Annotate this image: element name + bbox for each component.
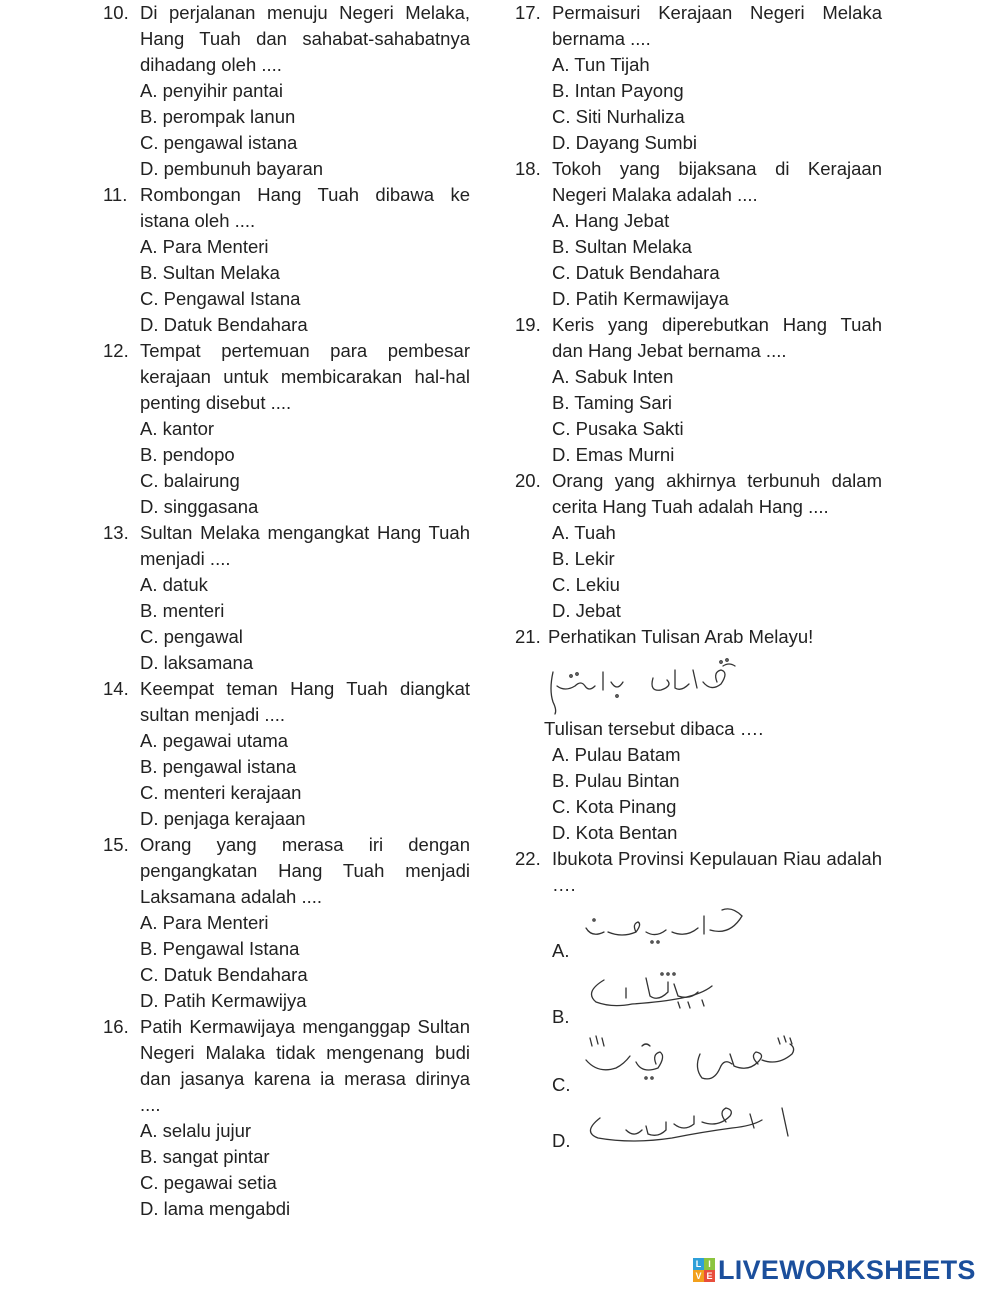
answer-option[interactable]: D. Patih Kermawijya — [140, 990, 307, 1011]
answer-option[interactable]: A. Hang Jebat — [552, 210, 670, 231]
handwritten-jawi-pulau-batam — [545, 652, 765, 718]
answer-option[interactable]: C. menteri kerajaan — [140, 782, 302, 803]
question-stem: Perhatikan Tulisan Arab Melayu! — [548, 626, 814, 647]
answer-option[interactable]: D. lama mengabdi — [140, 1198, 291, 1219]
answer-option[interactable]: A. Para Menteri — [140, 912, 269, 933]
question-number: 21. — [515, 626, 541, 647]
question-number: 10. — [103, 2, 129, 23]
question-stem: Sultan Melaka mengangkat Hang Tuah menjadi .... — [140, 522, 470, 569]
question-stem: Ibukota Provinsi Kepulauan Riau adalah …. — [552, 848, 882, 895]
answer-option[interactable]: B. sangat pintar — [140, 1146, 270, 1167]
question-number: 15. — [103, 834, 129, 855]
answer-option[interactable]: C. pegawai setia — [140, 1172, 277, 1193]
question-number: 13. — [103, 522, 129, 543]
answer-option[interactable]: C. pengawal istana — [140, 132, 298, 153]
answer-option[interactable]: B. Sultan Melaka — [140, 262, 280, 283]
question-21 — [515, 624, 882, 846]
question-19 — [515, 312, 882, 468]
option-label: C. — [552, 1074, 571, 1095]
answer-option[interactable]: A. penyihir pantai — [140, 80, 283, 101]
question-12 — [103, 338, 470, 520]
jawi-script-image — [515, 650, 882, 716]
answer-option[interactable]: C. Siti Nurhaliza — [552, 106, 685, 127]
answer-option[interactable]: B. pengawal istana — [140, 756, 297, 777]
answer-option[interactable]: D. Jebat — [552, 600, 621, 621]
answer-option[interactable]: D. laksamana — [140, 652, 254, 673]
answer-option[interactable]: B. Taming Sari — [552, 392, 672, 413]
answer-option[interactable]: A. pegawai utama — [140, 730, 289, 751]
handwritten-jawi-option-a — [582, 902, 752, 952]
question-number: 18. — [515, 158, 541, 179]
answer-option[interactable]: B. Intan Payong — [552, 80, 684, 101]
answer-option[interactable]: C. Kota Pinang — [552, 796, 677, 817]
question-14 — [103, 676, 470, 832]
question-15 — [103, 832, 470, 1014]
question-11 — [103, 182, 470, 338]
question-stem: Permaisuri Kerajaan Negeri Melaka bernama .... — [552, 2, 882, 49]
question-stem: Rombongan Hang Tuah dibawa ke istana oleh .... — [140, 184, 470, 231]
answer-option[interactable]: A. Tuah — [552, 522, 616, 543]
option-d[interactable] — [552, 1102, 882, 1158]
answer-option[interactable]: C. pengawal — [140, 626, 243, 647]
option-a[interactable] — [552, 902, 882, 968]
answer-option[interactable]: D. singgasana — [140, 496, 259, 517]
question-number: 19. — [515, 314, 541, 335]
handwritten-jawi-option-b — [582, 968, 752, 1018]
option-label: A. — [552, 940, 570, 961]
question-stem: Orang yang merasa iri dengan pengangkatan Hang Tuah menjadi Laksamana adalah .... — [140, 834, 470, 907]
answer-option[interactable]: D. Datuk Bendahara — [140, 314, 308, 335]
question-stem: Orang yang akhirnya terbunuh dalam cerita Hang Tuah adalah Hang .... — [552, 470, 882, 517]
answer-option[interactable]: B. Pengawal Istana — [140, 938, 300, 959]
answer-option[interactable]: C. Pusaka Sakti — [552, 418, 684, 439]
question-13 — [103, 520, 470, 676]
brand-name: LIVEWORKSHEETS — [718, 1254, 976, 1285]
answer-option[interactable]: D. Patih Kermawijaya — [552, 288, 729, 309]
question-stem: Keempat teman Hang Tuah diangkat sultan menjadi .... — [140, 678, 470, 725]
answer-option[interactable]: C. Lekiu — [552, 574, 620, 595]
question-18 — [515, 156, 882, 312]
answer-option[interactable]: B. Pulau Bintan — [552, 770, 680, 791]
answer-option[interactable]: B. menteri — [140, 600, 225, 621]
question-number: 16. — [103, 1016, 129, 1037]
handwritten-jawi-option-d — [582, 1102, 822, 1152]
answer-option[interactable]: A. Para Menteri — [140, 236, 269, 257]
question-stem: Patih Kermawijaya menganggap Sultan Negeri Malaka tidak mengenang budi dan jasanya karena ia merasa dirinya .... — [140, 1016, 470, 1115]
option-label: D. — [552, 1130, 571, 1151]
answer-option[interactable]: A. Pulau Batam — [552, 744, 681, 765]
answer-option[interactable]: B. Sultan Melaka — [552, 236, 692, 257]
answer-option[interactable]: C. Pengawal Istana — [140, 288, 301, 309]
answer-option[interactable]: D. Dayang Sumbi — [552, 132, 697, 153]
answer-option[interactable]: A. datuk — [140, 574, 208, 595]
question-number: 22. — [515, 848, 541, 869]
option-b[interactable] — [552, 968, 882, 1034]
answer-option[interactable]: B. pendopo — [140, 444, 235, 465]
answer-option[interactable]: A. kantor — [140, 418, 215, 439]
question-stem: Keris yang diperebutkan Hang Tuah dan Hang Jebat bernama .... — [552, 314, 882, 361]
answer-option[interactable]: C. balairung — [140, 470, 240, 491]
question-stem: Tempat pertemuan para pembesar kerajaan untuk membicarakan hal-hal penting disebut .... — [140, 340, 470, 413]
question-16 — [103, 1014, 470, 1222]
question-number: 12. — [103, 340, 129, 361]
liveworksheets-logo — [693, 1255, 976, 1285]
question-stem: Tokoh yang bijaksana di Kerajaan Negeri Malaka adalah .... — [552, 158, 882, 205]
answer-option[interactable]: D. penjaga kerajaan — [140, 808, 306, 829]
answer-option[interactable]: D. Emas Murni — [552, 444, 675, 465]
question-number: 17. — [515, 2, 541, 23]
question-number: 14. — [103, 678, 129, 699]
question-number: 20. — [515, 470, 541, 491]
option-label: B. — [552, 1006, 570, 1027]
answer-option[interactable]: A. Tun Tijah — [552, 54, 650, 75]
question-20 — [515, 468, 882, 624]
answer-option[interactable]: D. Kota Bentan — [552, 822, 678, 843]
question-17 — [515, 0, 882, 156]
question-number: 11. — [103, 184, 128, 205]
answer-option[interactable]: C. Datuk Bendahara — [552, 262, 720, 283]
answer-option[interactable]: B. perompak lanun — [140, 106, 296, 127]
left-column — [103, 0, 470, 1222]
question-stem: Di perjalanan menuju Negeri Melaka, Hang Tuah dan sahabat-sahabatnya dihadang oleh .... — [140, 2, 470, 75]
handwritten-jawi-option-c — [582, 1034, 812, 1086]
answer-option[interactable]: B. Lekir — [552, 548, 615, 569]
answer-option[interactable]: A. Sabuk Inten — [552, 366, 674, 387]
question-10 — [103, 0, 470, 182]
question-22 — [515, 846, 882, 1158]
answer-option[interactable]: C. Datuk Bendahara — [140, 964, 308, 985]
answer-option[interactable]: A. selalu jujur — [140, 1120, 252, 1141]
live-badge-icon: L I V E — [693, 1258, 715, 1282]
answer-option[interactable]: D. pembunuh bayaran — [140, 158, 324, 179]
right-column — [515, 0, 882, 1158]
option-c[interactable] — [552, 1034, 882, 1102]
question-prompt: Tulisan tersebut dibaca …. — [544, 718, 764, 739]
